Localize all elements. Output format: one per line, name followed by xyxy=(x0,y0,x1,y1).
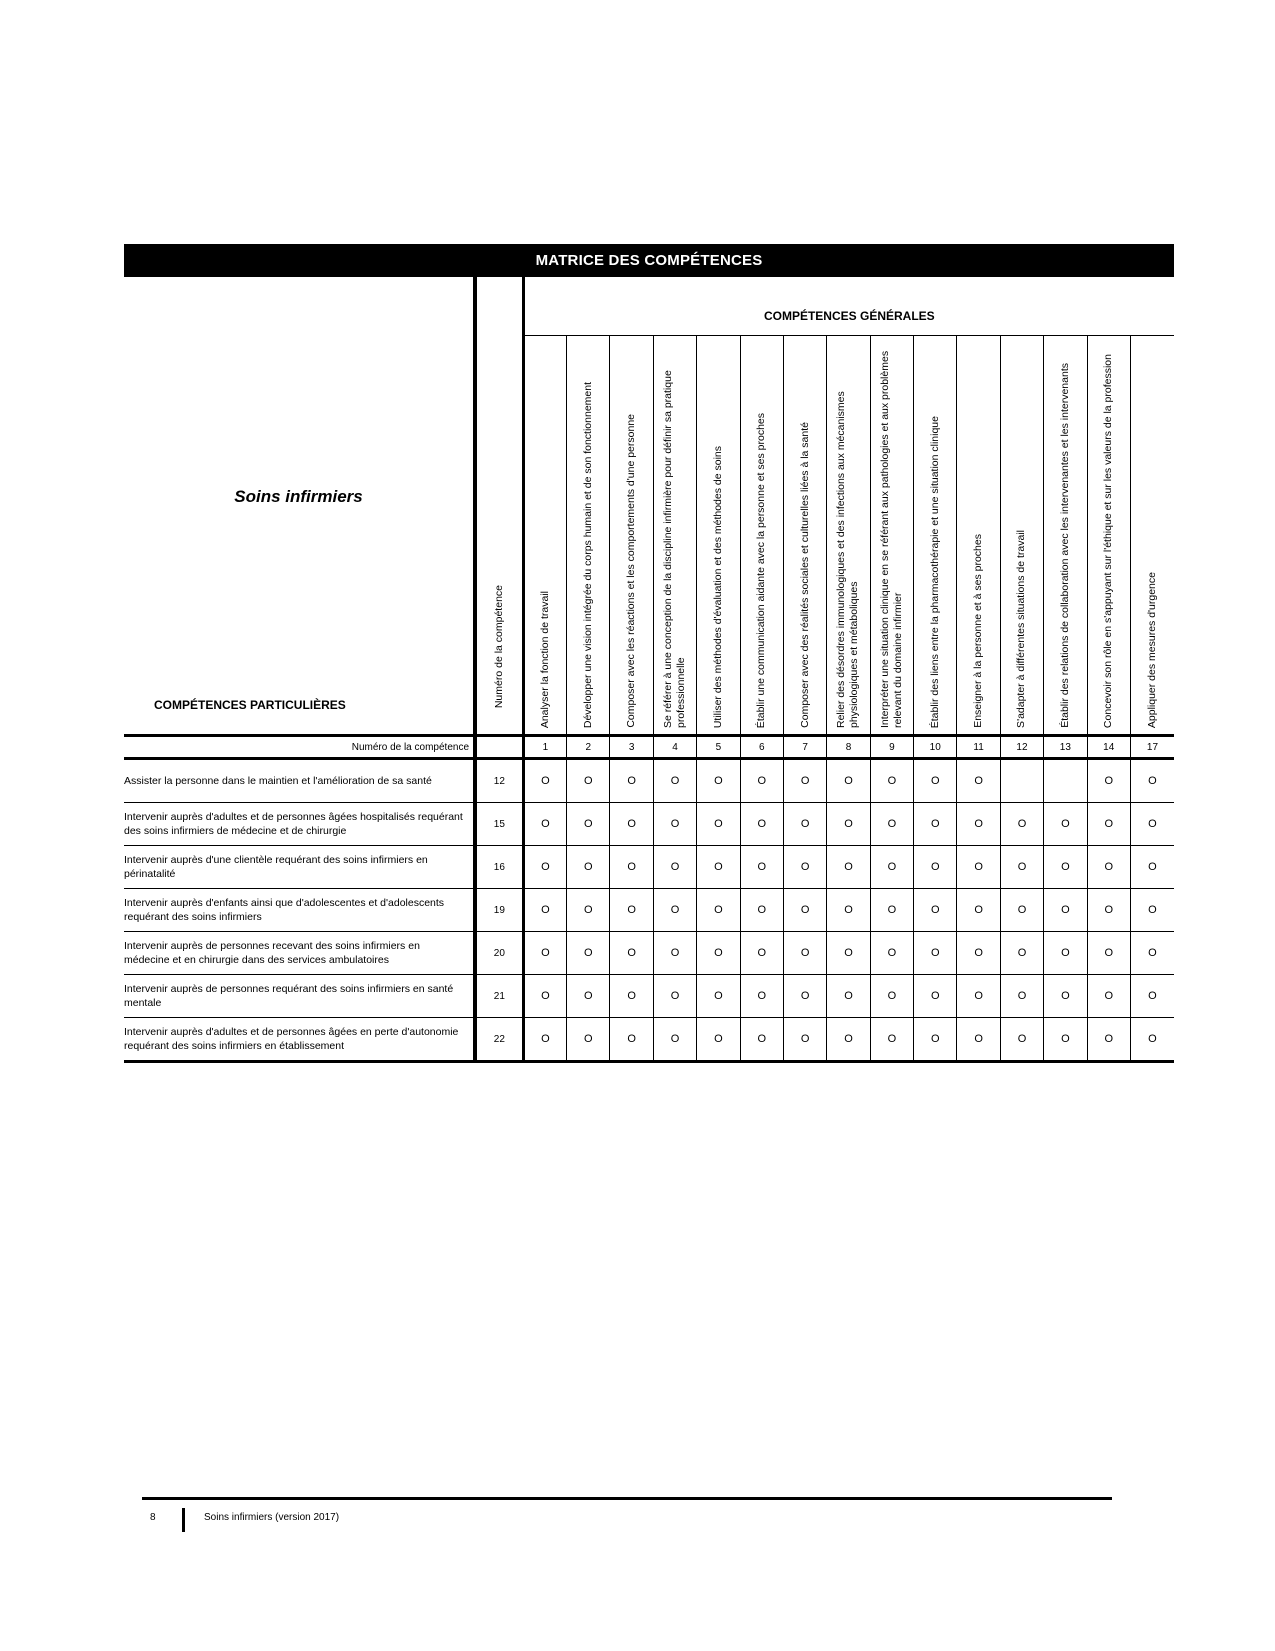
matrix-mark: O xyxy=(610,932,653,975)
general-competency-header xyxy=(1044,336,1087,736)
matrix-mark: O xyxy=(653,975,696,1018)
matrix-mark xyxy=(1000,759,1043,803)
matrix-mark: O xyxy=(567,975,610,1018)
matrix-mark: O xyxy=(1000,803,1043,846)
matrix-mark: O xyxy=(523,889,566,932)
matrix-mark: O xyxy=(827,1018,870,1062)
particular-competency-number: 15 xyxy=(475,803,523,846)
matrix-mark: O xyxy=(783,932,826,975)
general-competency-label: Relier des désordres immunologiques et des infections aux mécanismes physiologiques et métaboliques xyxy=(835,391,861,728)
table-row xyxy=(124,975,1174,1018)
matrix-mark: O xyxy=(914,1018,957,1062)
matrix-mark: O xyxy=(914,889,957,932)
general-competency-label: Établir des relations de collaboration avec les intervenantes et les intervenants xyxy=(1058,363,1071,728)
general-competency-label: Utiliser des méthodes d'évaluation et des méthodes de soins xyxy=(711,445,724,728)
general-competency-label: S'adapter à différentes situations de travail xyxy=(1015,530,1028,728)
matrix-mark: O xyxy=(957,889,1000,932)
footer-text: Soins infirmiers (version 2017) xyxy=(204,1512,340,1523)
matrix-mark: O xyxy=(567,1018,610,1062)
matrix-mark: O xyxy=(610,889,653,932)
general-competency-number: 3 xyxy=(610,736,653,759)
matrix-mark: O xyxy=(1087,759,1130,803)
matrix-mark: O xyxy=(870,889,913,932)
particular-competency-label: Intervenir auprès de personnes recevant des soins infirmiers en médecine et en chirurgie dans des services ambulatoires xyxy=(124,932,475,975)
matrix-mark: O xyxy=(523,1018,566,1062)
particular-competency-label: Intervenir auprès d'une clientèle requérant des soins infirmiers en périnatalité xyxy=(124,846,475,889)
general-competencies-heading: COMPÉTENCES GÉNÉRALES xyxy=(523,277,1174,336)
footer-rule xyxy=(142,1497,1112,1500)
matrix-mark: O xyxy=(610,759,653,803)
matrix-mark: O xyxy=(567,889,610,932)
footer-separator xyxy=(182,1508,185,1532)
particular-competency-number: 21 xyxy=(475,975,523,1018)
competency-number-heading: Numéro de la compétence xyxy=(492,584,505,708)
matrix-mark: O xyxy=(914,803,957,846)
matrix-mark: O xyxy=(1130,759,1174,803)
matrix-mark: O xyxy=(653,932,696,975)
particular-competency-number: 22 xyxy=(475,1018,523,1062)
general-competency-header xyxy=(783,336,826,736)
matrix-mark: O xyxy=(653,846,696,889)
general-competency-label: Développer une vision intégrée du corps humain et de son fonctionnement xyxy=(581,381,594,728)
matrix-mark: O xyxy=(610,846,653,889)
general-competency-label: Enseigner à la personne et à ses proches xyxy=(972,534,985,728)
general-competency-label: Se référer à une conception de la discipline infirmière pour définir sa pratique professionnelle xyxy=(661,370,687,728)
matrix-mark: O xyxy=(653,759,696,803)
matrix-mark: O xyxy=(697,932,740,975)
particular-competency-number: 12 xyxy=(475,759,523,803)
general-competency-number: 4 xyxy=(653,736,696,759)
general-competency-number: 11 xyxy=(957,736,1000,759)
general-competency-header xyxy=(1130,336,1174,736)
matrix-mark: O xyxy=(1130,846,1174,889)
matrix-mark: O xyxy=(740,803,783,846)
general-competency-header xyxy=(523,336,566,736)
matrix-mark: O xyxy=(957,932,1000,975)
general-competency-header xyxy=(567,336,610,736)
matrix-mark: O xyxy=(827,932,870,975)
matrix-mark: O xyxy=(697,803,740,846)
matrix-mark: O xyxy=(1087,975,1130,1018)
matrix-mark: O xyxy=(957,846,1000,889)
general-competency-number: 5 xyxy=(697,736,740,759)
matrix-mark: O xyxy=(1130,803,1174,846)
general-competency-header xyxy=(870,336,913,736)
general-competency-header xyxy=(914,336,957,736)
general-competency-label: Composer avec les réactions et les comportements d'une personne xyxy=(625,414,638,728)
matrix-mark: O xyxy=(523,932,566,975)
particular-competency-number: 16 xyxy=(475,846,523,889)
particular-competencies-heading: COMPÉTENCES PARTICULIÈRES xyxy=(154,698,346,712)
matrix-mark: O xyxy=(1087,803,1130,846)
matrix-mark: O xyxy=(740,759,783,803)
matrix-mark: O xyxy=(523,803,566,846)
particular-competency-number: 19 xyxy=(475,889,523,932)
general-competency-number: 10 xyxy=(914,736,957,759)
general-competency-header xyxy=(1087,336,1130,736)
matrix-title: MATRICE DES COMPÉTENCES xyxy=(124,244,1174,277)
header-number-cell xyxy=(475,277,523,736)
table-row xyxy=(124,846,1174,889)
header-label-cell xyxy=(124,277,475,736)
matrix-mark: O xyxy=(1000,846,1043,889)
matrix-mark: O xyxy=(1044,1018,1087,1062)
particular-competency-label: Intervenir auprès d'adultes et de personnes âgées en perte d'autonomie requérant des soins infirmiers en établissement xyxy=(124,1018,475,1062)
matrix-mark xyxy=(1044,759,1087,803)
general-competency-number: 2 xyxy=(567,736,610,759)
matrix-mark: O xyxy=(783,759,826,803)
matrix-mark: O xyxy=(1087,1018,1130,1062)
table-row xyxy=(124,1018,1174,1062)
matrix-mark: O xyxy=(1044,889,1087,932)
matrix-mark: O xyxy=(1130,975,1174,1018)
matrix-mark: O xyxy=(1000,932,1043,975)
matrix-mark: O xyxy=(610,1018,653,1062)
competency-number-row-blank xyxy=(475,736,523,759)
general-competency-header xyxy=(827,336,870,736)
general-competency-label: Composer avec des réalités sociales et culturelles liées à la santé xyxy=(798,422,811,728)
matrix-mark: O xyxy=(523,846,566,889)
matrix-mark: O xyxy=(870,932,913,975)
matrix-mark: O xyxy=(914,759,957,803)
matrix-mark: O xyxy=(610,975,653,1018)
matrix-mark: O xyxy=(1044,846,1087,889)
general-competency-number: 6 xyxy=(740,736,783,759)
matrix-mark: O xyxy=(783,975,826,1018)
table-row xyxy=(124,889,1174,932)
matrix-mark: O xyxy=(957,975,1000,1018)
matrix-mark: O xyxy=(870,803,913,846)
general-competency-number: 9 xyxy=(870,736,913,759)
general-competency-label: Établir une communication aidante avec la personne et ses proches xyxy=(755,412,768,728)
matrix-mark: O xyxy=(827,889,870,932)
general-competency-number: 17 xyxy=(1130,736,1174,759)
matrix-mark: O xyxy=(740,932,783,975)
general-competency-header xyxy=(653,336,696,736)
particular-competency-label: Intervenir auprès d'adultes et de personnes âgées hospitalisés requérant des soins infirmiers de médecine et de chirurgie xyxy=(124,803,475,846)
general-competency-number: 7 xyxy=(783,736,826,759)
matrix-mark: O xyxy=(740,1018,783,1062)
particular-competency-label: Intervenir auprès d'enfants ainsi que d'adolescentes et d'adolescents requérant des soins infirmiers xyxy=(124,889,475,932)
table-row xyxy=(124,759,1174,803)
matrix-mark: O xyxy=(957,803,1000,846)
table-row xyxy=(124,803,1174,846)
matrix-mark: O xyxy=(697,1018,740,1062)
matrix-mark: O xyxy=(914,846,957,889)
matrix-mark: O xyxy=(914,975,957,1018)
general-competency-number: 12 xyxy=(1000,736,1043,759)
matrix-mark: O xyxy=(783,803,826,846)
particular-competency-label: Intervenir auprès de personnes requérant des soins infirmiers en santé mentale xyxy=(124,975,475,1018)
matrix-mark: O xyxy=(653,803,696,846)
matrix-mark: O xyxy=(523,759,566,803)
matrix-mark: O xyxy=(1087,889,1130,932)
general-competency-number: 8 xyxy=(827,736,870,759)
matrix-mark: O xyxy=(740,975,783,1018)
page-number: 8 xyxy=(150,1512,156,1523)
matrix-mark: O xyxy=(653,889,696,932)
matrix-mark: O xyxy=(783,1018,826,1062)
matrix-mark: O xyxy=(697,889,740,932)
matrix-mark: O xyxy=(1000,1018,1043,1062)
general-competency-label: Analyser la fonction de travail xyxy=(538,590,551,728)
matrix-mark: O xyxy=(1087,846,1130,889)
matrix-mark: O xyxy=(957,759,1000,803)
matrix-mark: O xyxy=(740,846,783,889)
matrix-mark: O xyxy=(870,975,913,1018)
general-competency-header xyxy=(1000,336,1043,736)
general-competency-label: Concevoir son rôle en s'appuyant sur l'éthique et sur les valeurs de la profession xyxy=(1102,353,1115,728)
matrix-mark: O xyxy=(1044,803,1087,846)
matrix-mark: O xyxy=(567,846,610,889)
matrix-mark: O xyxy=(1130,932,1174,975)
general-competency-header xyxy=(957,336,1000,736)
matrix-mark: O xyxy=(567,932,610,975)
matrix-mark: O xyxy=(870,1018,913,1062)
matrix-mark: O xyxy=(783,889,826,932)
matrix-mark: O xyxy=(827,975,870,1018)
matrix-mark: O xyxy=(610,803,653,846)
matrix-mark: O xyxy=(567,803,610,846)
general-competency-label: Interpréter une situation clinique en se référant aux pathologies et aux problèmes relevant du domaine infirmier xyxy=(878,350,904,728)
particular-competency-number: 20 xyxy=(475,932,523,975)
matrix-mark: O xyxy=(1130,1018,1174,1062)
general-competency-header xyxy=(740,336,783,736)
matrix-mark: O xyxy=(697,975,740,1018)
matrix-mark: O xyxy=(827,846,870,889)
program-title: Soins infirmiers xyxy=(234,487,363,506)
matrix-mark: O xyxy=(653,1018,696,1062)
table-row xyxy=(124,932,1174,975)
matrix-mark: O xyxy=(783,846,826,889)
matrix-mark: O xyxy=(523,975,566,1018)
general-competency-label: Établir des liens entre la pharmacothérapie et une situation clinique xyxy=(928,415,941,728)
general-competency-number: 1 xyxy=(523,736,566,759)
matrix-mark: O xyxy=(697,846,740,889)
general-competency-number: 14 xyxy=(1087,736,1130,759)
matrix-mark: O xyxy=(1000,975,1043,1018)
matrix-mark: O xyxy=(1087,932,1130,975)
particular-competency-label: Assister la personne dans le maintien et l'amélioration de sa santé xyxy=(124,759,475,803)
matrix-mark: O xyxy=(827,803,870,846)
competency-number-row xyxy=(124,736,1174,759)
general-competency-number: 13 xyxy=(1044,736,1087,759)
competency-matrix xyxy=(124,277,1174,1063)
matrix-mark: O xyxy=(870,759,913,803)
matrix-mark: O xyxy=(1044,975,1087,1018)
general-competency-label: Appliquer des mesures d'urgence xyxy=(1145,571,1158,728)
matrix-mark: O xyxy=(697,759,740,803)
matrix-mark: O xyxy=(740,889,783,932)
matrix-mark: O xyxy=(870,846,913,889)
matrix-mark: O xyxy=(1044,932,1087,975)
matrix-mark: O xyxy=(914,932,957,975)
matrix-mark: O xyxy=(1000,889,1043,932)
matrix-mark: O xyxy=(567,759,610,803)
general-competency-header xyxy=(697,336,740,736)
competency-number-row-label: Numéro de la compétence xyxy=(124,736,475,759)
matrix-mark: O xyxy=(827,759,870,803)
matrix-mark: O xyxy=(957,1018,1000,1062)
matrix-mark: O xyxy=(1130,889,1174,932)
general-competency-header xyxy=(610,336,653,736)
